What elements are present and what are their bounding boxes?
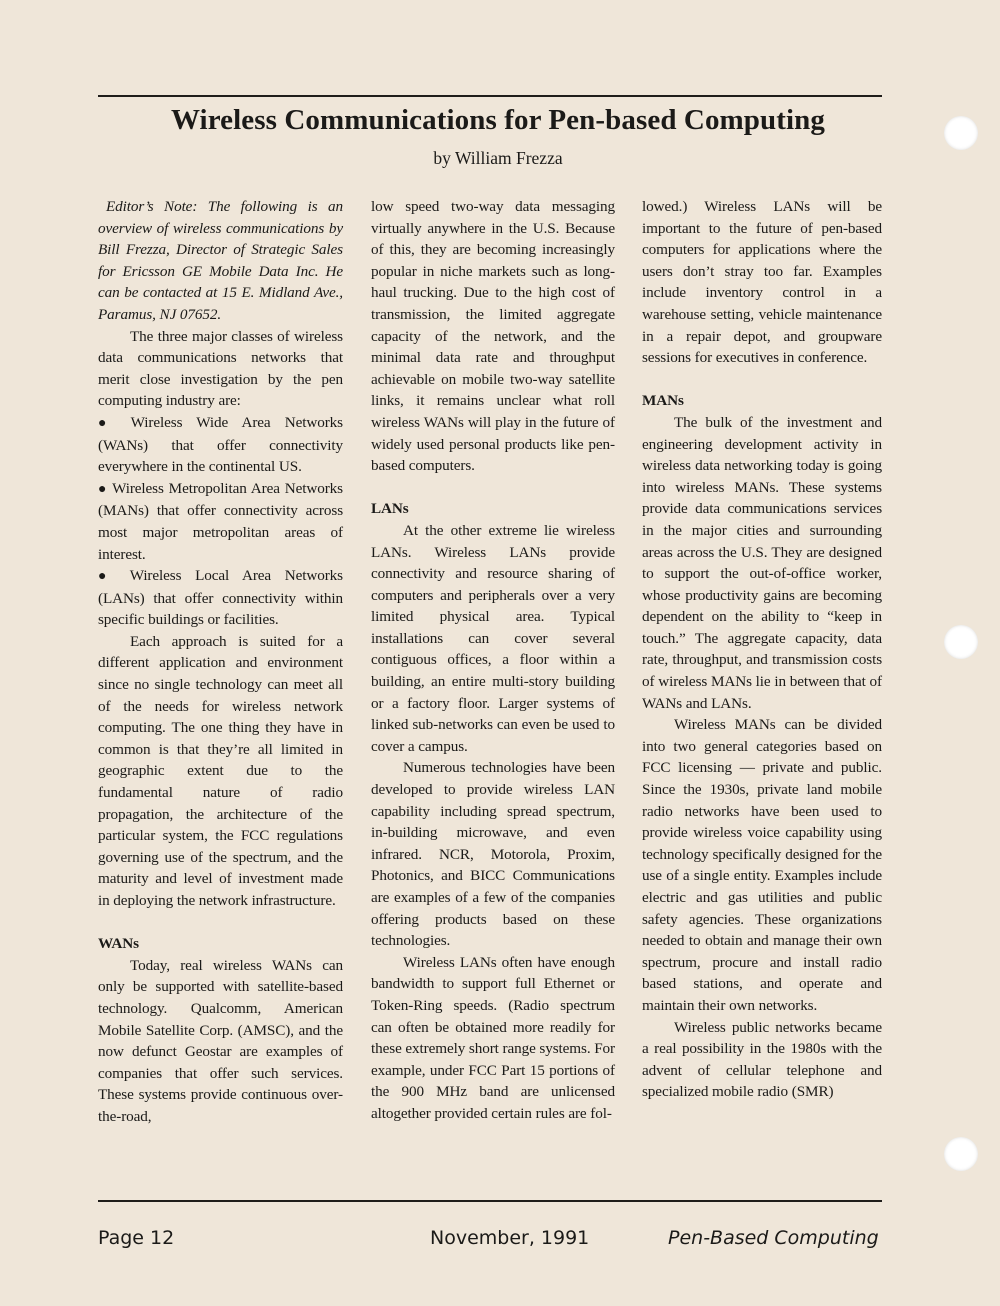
column-2 xyxy=(371,196,615,1125)
binder-hole-top xyxy=(944,116,978,150)
paragraph-lans-1: At the other extreme lie wireless LANs. Wireless LANs provide connectivity and resource sharing of computers and peripherals over a very limited physical area. Typical installations can cover several contiguous offices, a floor within a building, an entire multi-story building or a factory floor. Larger systems of linked sub-networks can even be used to cover a campus. xyxy=(371,521,615,755)
paragraph-wans-continued: low speed two-way data messaging virtually anywhere in the U.S. Because of this, they are becoming increasingly popular in niche markets such as long-haul trucking. Due to the high cost of transmission, the limited aggregate capacity of the network, and the minimal data rate and throughput achievable on mobile two-way satellite links, it remains unclear what roll wireless WANs will play in the future of widely used personal products like pen-based computers. xyxy=(371,198,615,475)
footer-rule xyxy=(98,1200,882,1202)
publication-name: Pen-Based Computing xyxy=(668,1227,879,1249)
bullet-lans: ● Wireless Local Area Networks (LANs) that offer connectivity within specific buildings or facilities. xyxy=(98,565,343,631)
binder-hole-middle xyxy=(944,625,978,659)
editor-note: Editor’s Note: The following is an overview of wireless communications by Bill Frezza, Director of Strategic Sales for Ericsson GE Mobile Data Inc. He can be contacted at 15 E. Midland Ave., Paramus, NJ 07652. xyxy=(98,198,343,323)
paragraph-lans-2: Numerous technologies have been developed to provide wireless LAN capability including spread spectrum, in-building microwave, and even infrared. NCR, Motorola, Proxim, Photonics, and BICC Communications are examples of a few of the companies offering products based on these technologies. xyxy=(371,759,615,950)
binder-hole-bottom xyxy=(944,1137,978,1171)
heading-mans: MANs xyxy=(642,392,684,410)
paragraph-mans-1: The bulk of the investment and engineering development activity in wireless data networking today is going into wireless MANs. These systems provide data communications services in the major cities and surrounding areas across the U.S. They are designed to support the out-of-office worker, whose productivity gains are becoming dependent on the ability to “keep in touch.” The aggregate capacity, data rate, throughput, and transmission costs of wireless MANs lie in between that of WANs and LANs. xyxy=(642,413,882,712)
issue-date: November, 1991 xyxy=(430,1227,590,1249)
paragraph-wans: Today, real wireless WANs can only be supported with satellite-based technology. Qualcomm, American Mobile Satellite Corp. (AMSC), and the now defunct Geostar are examples of companies that offer such services. These systems provide continuous over-the-road, xyxy=(98,956,343,1125)
bullet-wans: ● Wireless Wide Area Networks (WANs) that offer connectivity everywhere in the continental US. xyxy=(98,412,343,478)
heading-wans: WANs xyxy=(98,935,139,953)
paragraph-approach: Each approach is suited for a different application and environment since no single technology can meet all of the needs for wireless network computing. The one thing they have in common is that they’re all limited in geographic extent due to the fundamental nature of radio propagation, the architecture of the particular system, the FCC regulations governing use of the spectrum, and the maturity and level of investment made in deploying the network infrastructure. xyxy=(98,632,343,909)
paragraph-intro: The three major classes of wireless data communications networks that merit close investigation by the pen computing industry are: xyxy=(98,327,343,410)
paragraph-mans-3: Wireless public networks became a real possibility in the 1980s with the advent of cellular telephone and specialized mobile radio (SMR) xyxy=(642,1018,882,1101)
bullet-mans: ● Wireless Metropolitan Area Networks (MANs) that offer connectivity across most major metropolitan areas of interest. xyxy=(98,478,343,565)
column-3 xyxy=(642,196,882,1103)
heading-lans: LANs xyxy=(371,500,409,518)
column-1 xyxy=(98,196,343,1128)
header-rule xyxy=(98,95,882,97)
paragraph-lans-continued: lowed.) Wireless LANs will be important to the future of pen-based computers for applications where the users don’t stray too far. Examples include inventory control in a warehouse setting, vehicle maintenance in a repair depot, and groupware sessions for executives in conference. xyxy=(642,198,882,367)
paragraph-lans-3: Wireless LANs often have enough bandwidth to support full Ethernet or Token-Ring speeds. (Radio spectrum can often be obtained more readily for these extremely short range systems. For example, under FCC Part 15 portions of the 900 MHz band are unlicensed altogether provided certain rules are fol- xyxy=(371,953,616,1122)
article-title: Wireless Communications for Pen-based Computing xyxy=(170,104,825,136)
page-number: Page 12 xyxy=(98,1227,175,1249)
paragraph-mans-2: Wireless MANs can be divided into two general categories based on FCC licensing — private and public. Since the 1930s, private land mobile radio networks have been used to provide wireless voice capability using technology specifically designed for the use of a single entity. Examples include electric and gas utilities and public safety agencies. These organizations needed to obtain and manage their own spectrum, procure and install radio based stations, and operate and maintain their own networks. xyxy=(642,716,882,1014)
article-byline: by William Frezza xyxy=(433,148,563,168)
